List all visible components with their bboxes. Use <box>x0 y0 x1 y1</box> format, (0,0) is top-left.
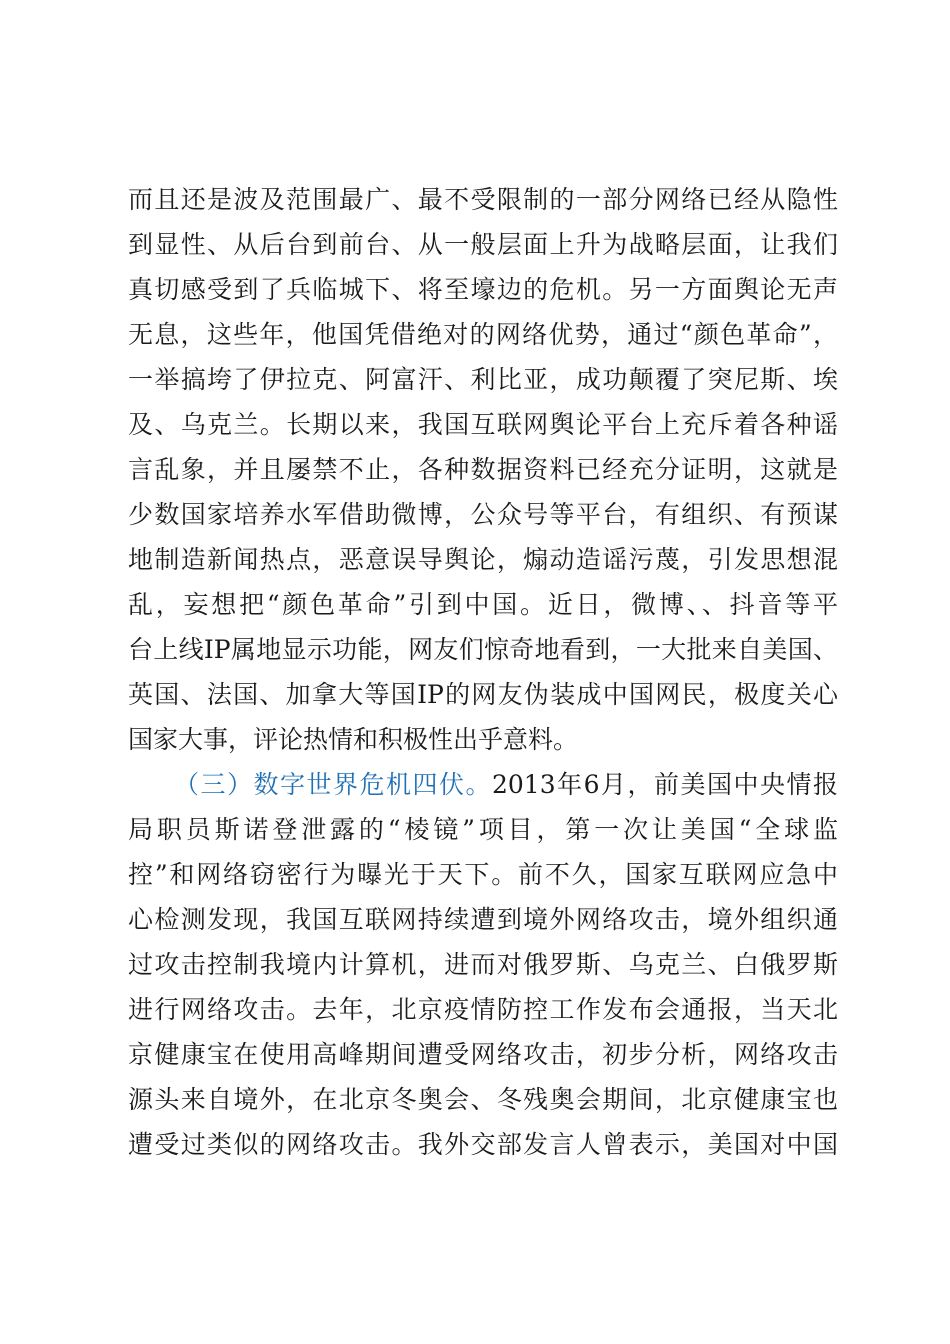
paragraph-1-line-12: 英国、法国、加拿大等国IP的网友伪装成中国网民，极度关心 <box>128 680 838 709</box>
paragraph-2-line-1-rest: 2013年6月，前美国中央情报 <box>491 770 838 799</box>
paragraph-2-line-5: 过攻击控制我境内计算机，进而对俄罗斯、乌克兰、白俄罗斯 <box>128 950 838 979</box>
paragraph-2-line-8: 源头来自境外，在北京冬奥会、冬残奥会期间，北京健康宝也 <box>128 1085 838 1114</box>
paragraph-1-line-6: 及、乌克兰。长期以来，我国互联网舆论平台上充斥着各种谣 <box>128 410 838 439</box>
paragraph-1-line-3: 真切感受到了兵临城下、将至壕边的危机。另一方面舆论无声 <box>128 275 838 304</box>
paragraph-2-line-9: 遭受过类似的网络攻击。我外交部发言人曾表示，美国对中国 <box>128 1130 838 1159</box>
paragraph-1-line-11: 台上线IP属地显示功能，网友们惊奇地看到，一大批来自美国、 <box>128 635 838 664</box>
paragraph-1-line-5: 一举搞垮了伊拉克、阿富汗、利比亚，成功颠覆了突尼斯、埃 <box>128 365 838 394</box>
paragraph-1-line-9: 地制造新闻热点，恶意误导舆论，煽动造谣污蔑，引发思想混 <box>128 545 838 574</box>
paragraph-1-line-10: 乱，妄想把“颜色革命”引到中国。近日，微博、、抖音等平 <box>128 590 838 619</box>
paragraph-1-line-2: 到显性、从后台到前台、从一般层面上升为战略层面，让我们 <box>128 230 838 259</box>
paragraph-2-line-6: 进行网络攻击。去年，北京疫情防控工作发布会通报，当天北 <box>128 995 838 1024</box>
paragraph-2-line-2: 局职员斯诺登泄露的“棱镜”项目，第一次让美国“全球监 <box>128 815 838 844</box>
paragraph-2 <box>128 762 838 1167</box>
paragraph-1-line-8: 少数国家培养水军借助微博，公众号等平台，有组织、有预谋 <box>128 500 838 529</box>
paragraph-2-line-7: 京健康宝在使用高峰期间遭受网络攻击，初步分析，网络攻击 <box>128 1040 838 1069</box>
paragraph-2-line-3: 控”和网络窃密行为曝光于天下。前不久，国家互联网应急中 <box>128 860 838 889</box>
paragraph-2-line-4: 心检测发现，我国互联网持续遭到境外网络攻击，境外组织通 <box>128 905 838 934</box>
paragraph-1-line-4: 无息，这些年，他国凭借绝对的网络优势，通过“颜色革命”， <box>128 320 838 349</box>
section-heading: （三）数字世界危机四伏。 <box>174 770 492 799</box>
paragraph-1-line-7: 言乱象，并且屡禁不止，各种数据资料已经充分证明，这就是 <box>128 455 838 484</box>
paragraph-1-line-13: 国家大事，评论热情和积极性出乎意料。 <box>128 725 579 754</box>
paragraph-2-line-1 <box>128 762 838 807</box>
paragraph-1 <box>128 177 838 762</box>
paragraph-1-line-1: 而且还是波及范围最广、最不受限制的一部分网络已经从隐性 <box>128 185 838 214</box>
